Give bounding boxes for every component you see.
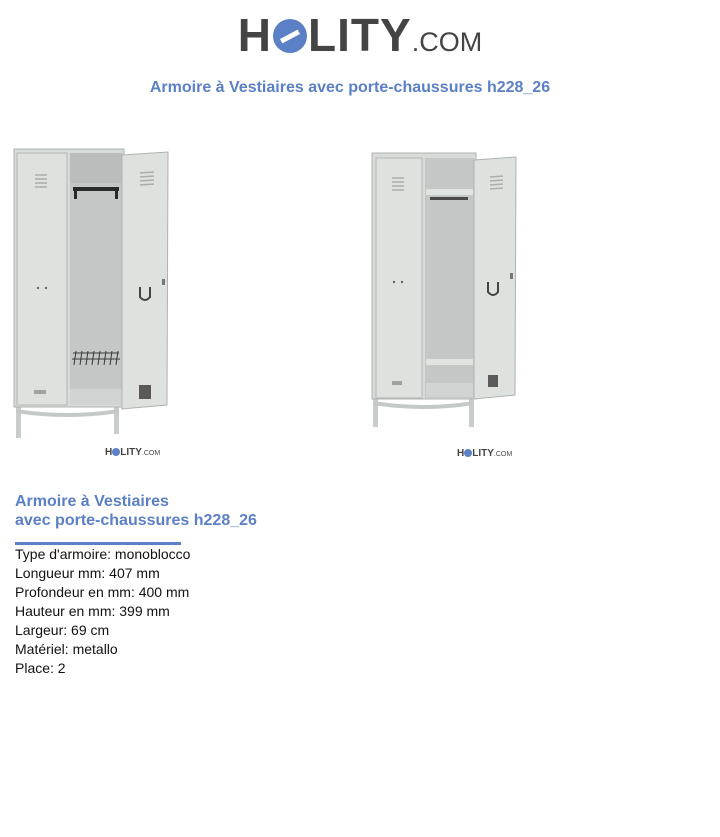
site-logo[interactable] — [0, 8, 720, 62]
page-title: Armoire à Vestiaires avec porte-chaussures h228_26 — [149, 79, 551, 96]
product-heading-line-1: Armoire à Vestiaires — [15, 493, 169, 510]
logo-o-icon — [273, 19, 307, 53]
locker-2-drawing — [372, 153, 516, 427]
product-image-1[interactable] — [12, 147, 172, 442]
spec-item: Longueur mm: 407 mm — [15, 565, 160, 581]
image-2-watermark: H LITY.COM — [457, 448, 513, 459]
spec-item: Profondeur en mm: 400 mm — [15, 584, 190, 600]
logo-text-com: .COM — [411, 27, 483, 57]
image-1-watermark: H LITY.COM — [105, 447, 161, 458]
product-heading — [15, 492, 415, 530]
logo-text-lity: LITY — [308, 9, 412, 61]
spec-item: Matériel: metallo — [15, 641, 118, 657]
spec-item: Place: 2 — [15, 660, 66, 676]
spec-item: Largeur: 69 cm — [15, 622, 110, 638]
spec-item: Type d'armoire: monoblocco — [15, 546, 191, 562]
logo-text-h: H — [237, 9, 273, 61]
locker-1-drawing — [14, 149, 168, 438]
spec-item: Hauteur en mm: 399 mm — [15, 603, 170, 619]
product-heading-line-2: avec porte-chaussures h228_26 — [15, 512, 257, 529]
spec-list — [15, 545, 190, 678]
product-image-2[interactable] — [370, 151, 520, 431]
